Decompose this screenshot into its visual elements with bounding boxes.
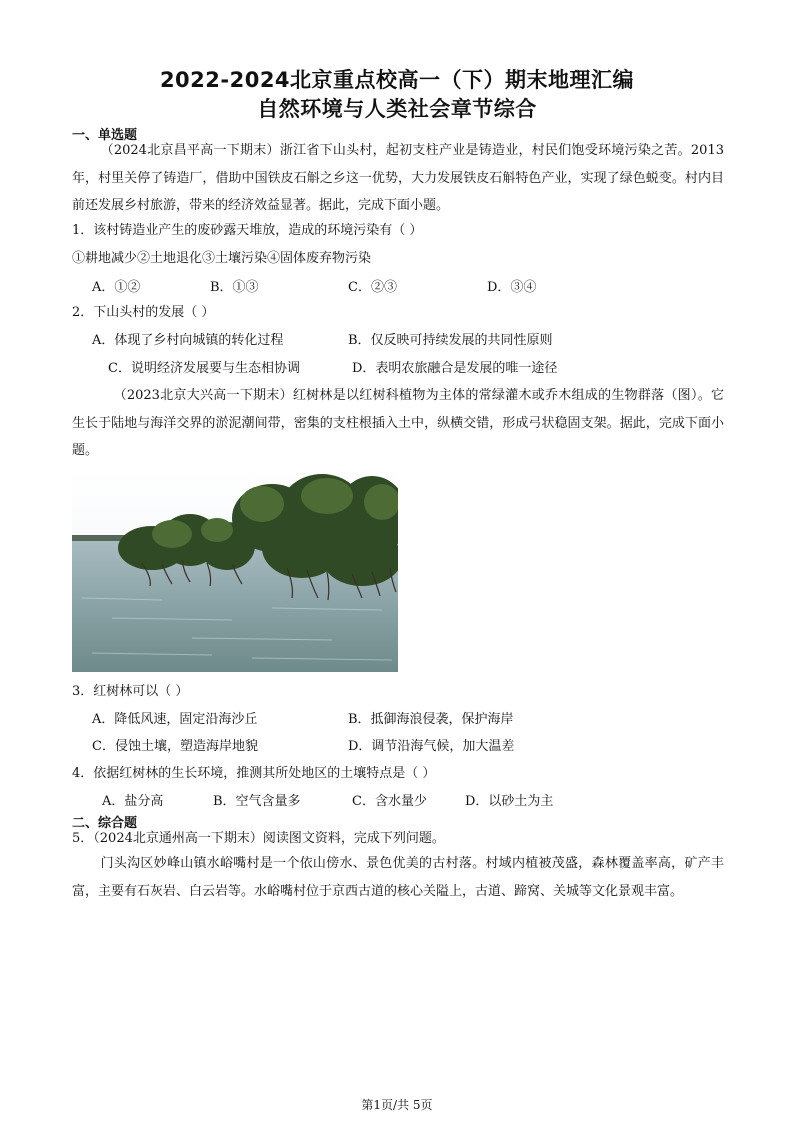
passage-2: （2023北京大兴高一下期末）红树林是以红树科植物为主体的常绿灌木或乔木组成的生物群落（图）。它生长于陆地与海洋交界的淤泥潮间带，密集的支柱根插入土中，纵横交错，形成弓状稳固支架。据此，完成下面小题。 — [72, 388, 724, 458]
document-title-line1: 2022-2024北京重点校高一（下）期末地理汇编 — [159, 68, 635, 92]
question-1-option-d: D．③④ — [487, 280, 537, 295]
question-2-option-c: C．说明经济发展要与生态相协调 — [108, 361, 300, 376]
question-3-option-b: B．抵御海浪侵袭，保护海岸 — [348, 712, 514, 727]
question-2-option-b: B．仅反映可持续发展的共同性原则 — [348, 333, 553, 348]
question-1-option-a: A．①② — [92, 280, 141, 295]
question-5-stem: 5．（2024北京通州高一下期末）阅读图文资料，完成下列问题。 — [72, 831, 445, 846]
question-3-option-d: D．调节沿海气候，加大温差 — [348, 739, 515, 754]
section-heading-single-choice: 一、单选题 — [72, 128, 138, 143]
question-4-option-c: C．含水量少 — [352, 794, 427, 809]
question-4-option-a: A．盐分高 — [102, 794, 164, 809]
question-4-stem: 4．依据红树林的生长环境，推测其所处地区的土壤特点是（ ） — [72, 766, 436, 781]
mangrove-image — [72, 468, 398, 672]
document-title-line2: 自然环境与人类社会章节综合 — [257, 97, 537, 121]
question-2-stem: 2．下山头村的发展（ ） — [72, 305, 215, 320]
question-2-option-a: A．体现了乡村向城镇的转化过程 — [92, 333, 284, 348]
passage-3: 门头沟区妙峰山镇水峪嘴村是一个依山傍水、景色优美的古村落。村域内植被茂盛，森林覆盖率高，矿产丰富，主要有石灰岩、白云岩等。水峪嘴村位于京西古道的核心关隘上，古道、蹄窝、关城等文化景观丰富。 — [72, 856, 724, 899]
question-1-stem: 1．该村铸造业产生的废砂露天堆放，造成的环境污染有（ ） — [72, 223, 423, 238]
section-heading-comprehensive: 二、综合题 — [72, 816, 138, 831]
page-number: 第1页/共 5页 — [361, 1098, 433, 1112]
question-1-choices: ①耕地减少②土地退化③土壤污染④固体废弃物污染 — [72, 251, 372, 266]
passage-1: （2024北京昌平高一下期末）浙江省下山头村，起初支柱产业是铸造业，村民们饱受环境污染之苦。2013年，村里关停了铸造厂，借助中国铁皮石斛之乡这一优势，大力发展铁皮石斛特色产业，实现了绿色蜕变。村内目前还发展乡村旅游，带来的经济效益显著。据此，完成下面小题。 — [72, 143, 724, 213]
question-3-option-a: A．降低风速，固定沿海沙丘 — [92, 712, 258, 727]
question-4-option-b: B．空气含量多 — [213, 794, 301, 809]
question-1-option-b: B．①③ — [210, 280, 259, 295]
question-1-option-c: C．②③ — [348, 280, 397, 295]
mangrove-photo — [72, 468, 398, 672]
question-4-option-d: D．以砂土为主 — [465, 794, 554, 809]
question-3-stem: 3．红树林可以（ ） — [72, 684, 189, 699]
question-3-option-c: C．侵蚀土壤，塑造海岸地貌 — [92, 739, 258, 754]
question-2-option-d: D．表明农旅融合是发展的唯一途径 — [352, 361, 558, 376]
